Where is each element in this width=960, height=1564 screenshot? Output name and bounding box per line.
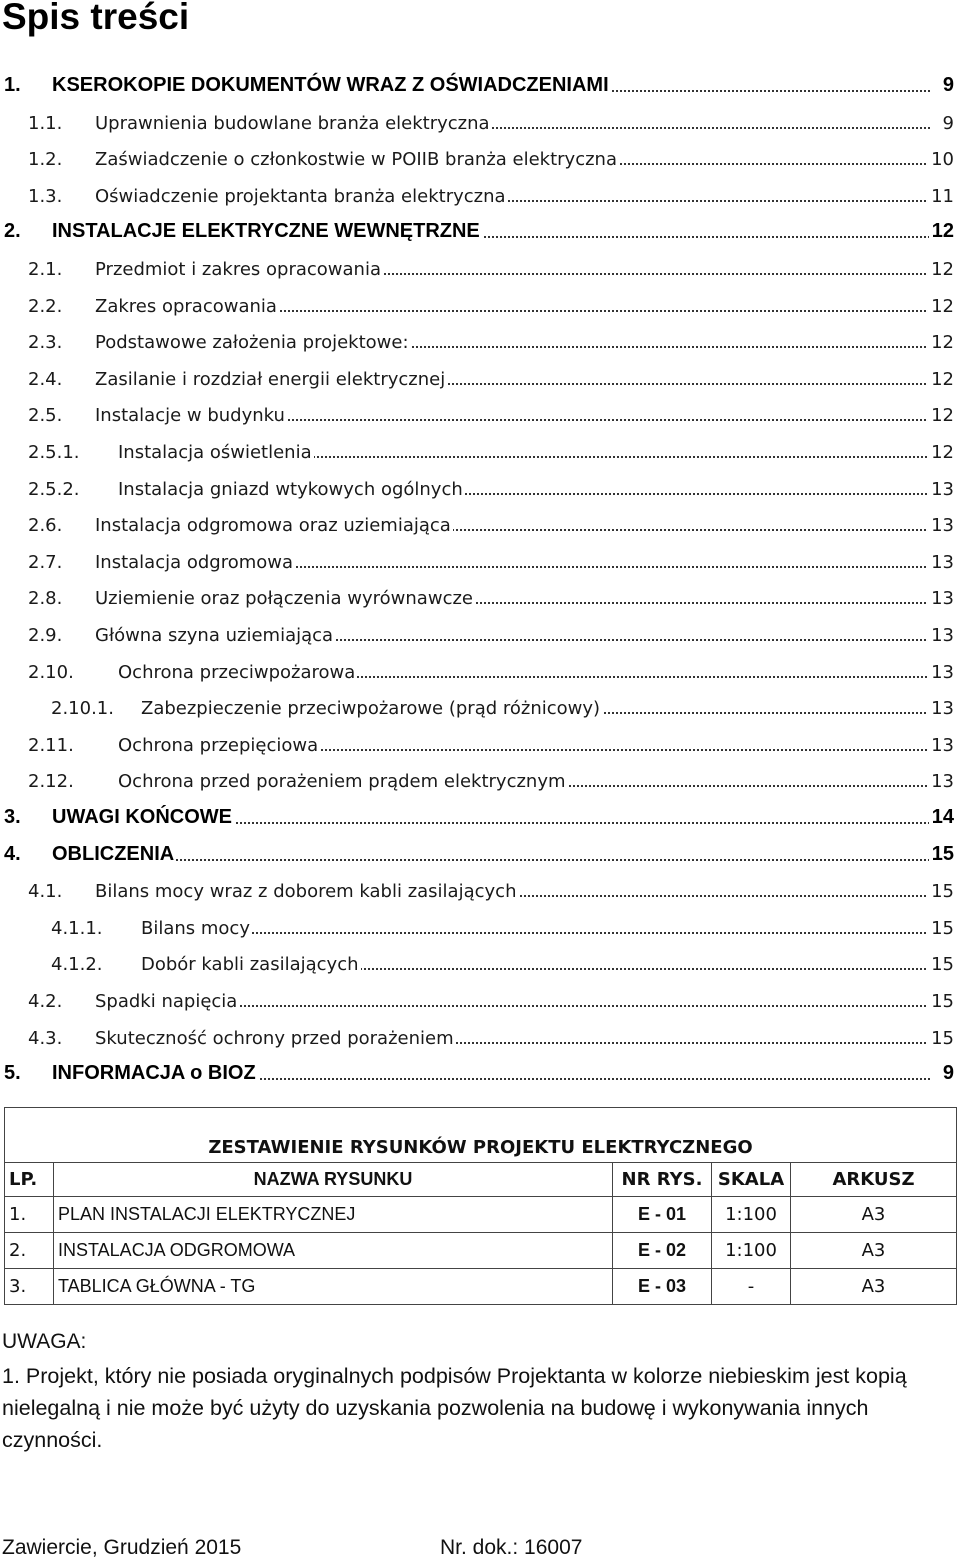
toc-page-number: 13	[928, 625, 954, 646]
toc-title: INFORMACJA o BIOZ	[52, 1062, 256, 1085]
table-row	[5, 1197, 957, 1233]
col-header-nr: NR RYS.	[613, 1163, 712, 1197]
cell-lp: 3.	[5, 1269, 54, 1305]
cell-scale: 1:100	[712, 1233, 791, 1269]
toc-title: Skuteczność ochrony przed porażeniem	[95, 1027, 454, 1049]
toc-page-number: 10	[928, 149, 954, 170]
toc-entry[interactable]	[0, 948, 960, 978]
col-header-lp: LP.	[5, 1163, 54, 1197]
cell-sheet: A3	[791, 1269, 957, 1305]
toc-title: Spadki napięcia	[95, 991, 238, 1012]
toc-page-number: 15	[928, 954, 954, 975]
toc-entry[interactable]	[0, 656, 960, 686]
drawings-table	[4, 1107, 957, 1305]
toc-title: Zaświadczenie o członkostwie w POIIB branża elektryczna	[95, 149, 617, 171]
toc-page-number: 13	[928, 662, 954, 683]
toc-entry[interactable]	[0, 436, 960, 466]
toc-page-number: 11	[928, 186, 954, 207]
toc-number: 2.7.	[28, 551, 63, 573]
toc-entry[interactable]	[0, 253, 960, 283]
page-title: Spis treści	[2, 0, 190, 37]
cell-nr: E - 02	[613, 1233, 712, 1269]
toc-section[interactable]	[0, 802, 960, 832]
toc-number: 2.5.1.	[28, 442, 80, 463]
toc-title: Podstawowe założenia projektowe:	[95, 332, 409, 354]
toc-number: 2.10.1.	[51, 698, 114, 720]
toc-page-number: 12	[929, 220, 954, 243]
toc-page-number: 9	[940, 113, 954, 134]
toc-entry[interactable]	[0, 1022, 960, 1052]
toc-title: Bilans mocy wraz z doborem kabli zasilających	[95, 881, 517, 903]
toc-entry[interactable]	[0, 729, 960, 759]
toc-number: 2.11.	[28, 734, 74, 756]
toc-entry[interactable]	[0, 619, 960, 649]
toc-number: 2.5.	[28, 405, 63, 427]
drawings-table-title: ZESTAWIENIE RYSUNKÓW PROJEKTU ELEKTRYCZNEGO	[5, 1108, 957, 1163]
toc-page-number: 9	[940, 1062, 954, 1085]
toc-page-number: 13	[928, 588, 954, 609]
toc-number: 1.1.	[28, 112, 63, 134]
toc-entry[interactable]	[0, 473, 960, 503]
note-heading: UWAGA:	[2, 1330, 87, 1353]
toc-title: Ochrona przepięciowa	[118, 734, 319, 756]
toc-title: Instalacje w budynku	[95, 405, 285, 427]
drawings-table-header	[5, 1163, 957, 1197]
toc-section[interactable]	[0, 70, 960, 100]
toc-number: 2.10.	[28, 661, 74, 683]
toc-title: Zasilanie i rozdział energii elektrycznej	[95, 368, 446, 390]
note-text: 1. Projekt, który nie posiada oryginalnych podpisów Projektanta w kolorze niebieskim jest kopią nielegalną i nie może być użyty do uzyskania pozwolenia na budowę i wykonywania innych czynności.	[2, 1364, 907, 1452]
toc-entry[interactable]	[0, 546, 960, 576]
toc-title: Przedmiot i zakres opracowania	[95, 259, 381, 280]
toc-page-number: 12	[928, 332, 954, 353]
cell-name: TABLICA GŁÓWNA - TG	[54, 1269, 613, 1305]
toc-section[interactable]	[0, 1058, 960, 1088]
cell-nr: E - 03	[613, 1269, 712, 1305]
toc-number: 3.	[4, 806, 21, 828]
table-row	[5, 1269, 957, 1305]
toc-number: 4.1.1.	[51, 917, 103, 939]
toc-entry[interactable]	[0, 912, 960, 942]
toc-page-number: 15	[928, 991, 954, 1012]
toc-number: 5.	[4, 1062, 21, 1085]
toc-number: 2.9.	[28, 625, 63, 646]
cell-name: PLAN INSTALACJI ELEKTRYCZNEJ	[54, 1197, 613, 1233]
col-header-name: NAZWA RYSUNKU	[54, 1163, 613, 1197]
toc-entry[interactable]	[0, 180, 960, 210]
cell-lp: 1.	[5, 1197, 54, 1233]
toc-number: 2.4.	[28, 368, 63, 390]
toc-title: OBLICZENIA	[52, 842, 175, 865]
toc-entry[interactable]	[0, 399, 960, 429]
toc-title: Dobór kabli zasilających	[141, 954, 359, 976]
cell-sheet: A3	[791, 1197, 957, 1233]
footer-doc-number: Nr. dok.: 16007	[440, 1536, 583, 1559]
cell-lp: 2.	[5, 1233, 54, 1269]
toc-entry[interactable]	[0, 765, 960, 795]
col-header-sheet: ARKUSZ	[791, 1163, 957, 1197]
toc-title: Zabezpieczenie przeciwpożarowe (prąd różnicowy)	[141, 698, 601, 720]
toc-number: 4.3.	[28, 1027, 63, 1049]
toc-page-number: 12	[928, 369, 954, 390]
toc-page-number: 13	[928, 698, 954, 719]
toc-title: UWAGI KOŃCOWE	[52, 806, 232, 828]
toc-section[interactable]	[0, 839, 960, 869]
toc-number: 2.	[4, 220, 21, 243]
toc-entry[interactable]	[0, 692, 960, 722]
toc-title: Instalacja gniazd wtykowych ogólnych	[118, 478, 463, 500]
toc-leader-dots	[141, 932, 930, 934]
toc-page-number: 13	[928, 479, 954, 500]
toc-title: Instalacja odgromowa oraz uziemiająca	[95, 515, 451, 537]
toc-number: 2.6.	[28, 515, 63, 537]
cell-scale: -	[712, 1269, 791, 1305]
toc-number: 2.2.	[28, 295, 63, 317]
toc-page-number: 12	[928, 405, 954, 426]
toc-page-number: 13	[928, 735, 954, 756]
toc-title: Instalacja odgromowa	[95, 551, 294, 573]
toc-number: 1.	[4, 74, 21, 96]
toc-title: Oświadczenie projektanta branża elektryczna	[95, 185, 506, 207]
toc-section[interactable]	[0, 216, 960, 246]
toc-entry[interactable]	[0, 107, 960, 137]
toc-entry[interactable]	[0, 875, 960, 905]
toc-entry[interactable]	[0, 363, 960, 393]
toc-title: Ochrona przed porażeniem prądem elektrycznym	[118, 771, 566, 793]
toc-entry[interactable]	[0, 582, 960, 612]
toc-page-number: 12	[928, 296, 954, 317]
toc-page-number: 13	[928, 515, 954, 536]
cell-sheet: A3	[791, 1233, 957, 1269]
toc-title: Uprawnienia budowlane branża elektryczna	[95, 112, 490, 134]
toc-entry[interactable]	[0, 509, 960, 539]
toc-number: 4.	[4, 842, 21, 865]
toc-title: Uziemienie oraz połączenia wyrównawcze	[95, 588, 473, 610]
toc-number: 4.1.	[28, 881, 63, 903]
toc-number: 4.1.2.	[51, 954, 103, 976]
toc-page-number: 13	[928, 552, 954, 573]
table-row	[5, 1233, 957, 1269]
toc-number: 2.5.2.	[28, 478, 80, 500]
toc-number: 2.1.	[28, 259, 63, 280]
toc-leader-dots	[52, 859, 930, 861]
footer-place-date: Zawiercie, Grudzień 2015	[2, 1536, 242, 1559]
cell-name: INSTALACJA ODGROMOWA	[54, 1233, 613, 1269]
toc-title: Bilans mocy	[141, 917, 250, 939]
toc-page-number: 15	[929, 843, 954, 866]
toc-title: INSTALACJE ELEKTRYCZNE WEWNĘTRZNE	[52, 220, 480, 243]
toc-number: 1.2.	[28, 149, 63, 171]
toc-page-number: 15	[928, 1028, 954, 1049]
toc-page-number: 9	[940, 74, 954, 97]
toc-number: 2.3.	[28, 332, 63, 354]
toc-number: 2.8.	[28, 588, 63, 610]
toc-number: 2.12.	[28, 771, 74, 793]
toc-title: Główna szyna uziemiająca	[95, 625, 334, 646]
cell-nr: E - 01	[613, 1197, 712, 1233]
toc-title: KSEROKOPIE DOKUMENTÓW WRAZ Z OŚWIADCZENIAMI	[52, 74, 609, 96]
toc-number: 1.3.	[28, 185, 63, 207]
toc-title: Zakres opracowania	[95, 295, 277, 317]
toc-entry[interactable]	[0, 985, 960, 1015]
toc-page-number: 12	[928, 259, 954, 280]
toc-entry[interactable]	[0, 290, 960, 320]
col-header-scale: SKALA	[712, 1163, 791, 1197]
toc-page-number: 15	[928, 881, 954, 902]
toc-number: 4.2.	[28, 991, 63, 1012]
toc-entry[interactable]	[0, 143, 960, 173]
toc-entry[interactable]	[0, 326, 960, 356]
cell-scale: 1:100	[712, 1197, 791, 1233]
toc-page-number: 14	[929, 806, 954, 829]
toc-page-number: 15	[928, 918, 954, 939]
toc-page-number: 12	[928, 442, 954, 463]
toc-title: Ochrona przeciwpożarowa	[118, 661, 356, 683]
toc-title: Instalacja oświetlenia	[118, 442, 312, 463]
toc-page-number: 13	[928, 771, 954, 792]
